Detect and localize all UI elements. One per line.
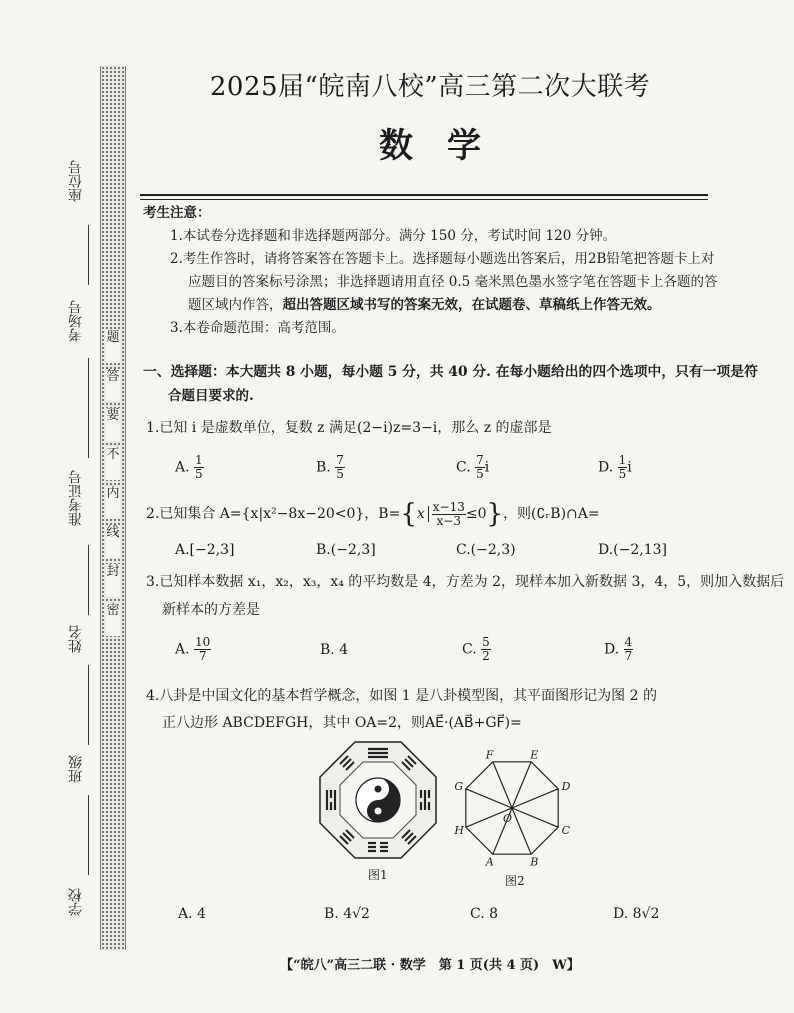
- vertex-label: E: [530, 748, 539, 762]
- notice-item-2b: 应题目的答案标号涂黑；非选择题请用直径 0.5 毫米黑色墨水签字笔在答题卡上各题的答: [188, 274, 718, 290]
- vertex-label: G: [454, 779, 464, 793]
- q1-option-b: [316, 454, 345, 481]
- q1-a-num: 1: [195, 453, 203, 467]
- q3-a-den: 7: [198, 649, 207, 663]
- class-label: 班级: [68, 755, 84, 783]
- q3-option-d: [604, 636, 633, 663]
- q4-stem-1: 4.八卦是中国文化的基本哲学概念，如图 1 是八卦模型图，其平面图形记为图 2 的: [146, 688, 657, 704]
- exam-title: 2025届“皖南八校”高三第二次大联考: [209, 72, 651, 102]
- admission-label: 准考证号: [68, 470, 84, 526]
- q2-stem-b: ，则(∁ᵣB)∩A=: [503, 506, 600, 522]
- name-blank: [88, 665, 89, 745]
- q1-a-den: 5: [195, 467, 203, 481]
- seal-line-text: [106, 330, 120, 642]
- q3-stem-2: 新样本的方差是: [162, 602, 260, 618]
- q1-c-label: C.: [456, 459, 471, 476]
- seat-blank: [88, 225, 89, 285]
- q1-a-label: A.: [175, 459, 190, 476]
- seal-char: 线: [106, 525, 120, 558]
- notice-item-1: 1.本试卷分选择题和非选择题两部分。满分 150 分，考试时间 120 分钟。: [170, 228, 617, 244]
- seal-char: 题: [106, 330, 120, 363]
- q1-option-a: [175, 454, 204, 481]
- notice-item-3: 3.本卷命题范围：高考范围。: [170, 320, 345, 336]
- seal-char: 封: [106, 564, 120, 597]
- bagua-figure: [318, 740, 438, 860]
- q2-option-b: B.(−2,3]: [316, 542, 376, 558]
- subject-title: 数学: [379, 126, 515, 166]
- q2-stem: [146, 499, 600, 529]
- q1-b-label: B.: [316, 459, 331, 476]
- q2-set-fraction: [432, 501, 466, 528]
- vertex-label: B: [530, 855, 539, 868]
- q2-set-x: x: [416, 506, 425, 522]
- q3-d-fraction: [624, 636, 634, 663]
- q1-b-fraction: [335, 454, 345, 481]
- q3-option-a: [175, 636, 211, 663]
- center-label: O: [503, 812, 513, 825]
- q1-d-label: D.: [598, 459, 614, 476]
- figure-2-caption: 图2: [505, 874, 525, 888]
- q3-c-den: 2: [482, 649, 490, 663]
- q2-set-den: x−3: [436, 513, 462, 528]
- header-divider: [140, 194, 708, 200]
- q1-c-den: 5: [476, 467, 484, 481]
- figure-1-caption: 图1: [368, 868, 388, 882]
- q2-set-le: ≤0: [465, 506, 487, 522]
- q3-c-fraction: [481, 636, 491, 663]
- q1-option-c: [456, 454, 489, 481]
- q1-c-num: 7: [476, 453, 484, 467]
- q1-option-d: [598, 454, 632, 481]
- q4-option-d: D. 8√2: [613, 906, 660, 922]
- page-footer: 【“皖八”高三二联 · 数学 第 1 页(共 4 页) W】: [280, 958, 580, 973]
- q3-a-label: A.: [175, 641, 190, 658]
- vertex-label: F: [485, 748, 494, 762]
- q2-option-d: D.(−2,13]: [598, 542, 668, 558]
- q1-d-suffix: i: [627, 459, 632, 476]
- vertex-label: H: [454, 824, 465, 838]
- q1-d-den: 5: [618, 467, 627, 481]
- notice-warning: 超出答题区域书写的答案无效，在试题卷、草稿纸上作答无效。: [282, 297, 661, 313]
- seal-char: 密: [106, 603, 120, 636]
- q3-a-fraction: [194, 636, 211, 663]
- q2-stem-a: 2.已知集合 A={x|x²−8x−20<0}，B=: [146, 506, 401, 522]
- q1-c-fraction: [475, 454, 485, 481]
- seal-char: 不: [106, 447, 120, 480]
- q2-set-num: x−13: [432, 499, 465, 514]
- seat-label: 座位号: [68, 160, 84, 202]
- q3-option-b: B. 4: [320, 642, 349, 658]
- vertex-label: C: [561, 824, 571, 838]
- q2-set-right: }: [486, 499, 504, 529]
- q3-a-num: 10: [195, 635, 211, 649]
- q4-option-b: B. 4√2: [324, 906, 370, 922]
- school-label: 学校: [68, 888, 84, 916]
- q3-c-label: C.: [462, 641, 477, 658]
- class-blank: [88, 795, 89, 875]
- admission-blank: [88, 545, 89, 615]
- notice-heading: 考生注意：: [143, 205, 211, 221]
- vertex-label: A: [485, 855, 494, 868]
- q3-d-den: 7: [624, 649, 633, 663]
- room-label: 考场号: [68, 300, 84, 342]
- q1-d-fraction: [618, 454, 628, 481]
- q3-d-label: D.: [604, 641, 620, 658]
- seal-char: 要: [106, 408, 120, 441]
- notice-item-2a: 2.考生作答时，请将答案答在答题卡上。选择题每小题选出答案后，用2B铅笔把答题卡上对: [170, 251, 715, 267]
- room-blank: [88, 358, 89, 458]
- q1-b-den: 5: [336, 467, 344, 481]
- q1-c-suffix: i: [484, 459, 490, 476]
- q4-option-c: C. 8: [470, 906, 499, 922]
- q3-option-c: [462, 636, 491, 663]
- q2-option-c: C.(−2,3): [456, 542, 516, 558]
- q4-option-a: A. 4: [178, 906, 206, 922]
- notice-item-2c-text: 题区域内作答，: [188, 297, 283, 313]
- q4-stem-2: 正八边形 ABCDEFGH，其中 OA=2，则AE⃗·(AB⃗+GF⃗)=: [162, 715, 522, 731]
- seal-char: 内: [106, 486, 120, 519]
- seal-char: 答: [106, 369, 120, 402]
- q1-stem: 1.已知 i 是虚数单位，复数 z 满足(2−i)z=3−i，那么 z 的虚部是: [146, 420, 552, 436]
- q2-set-bar: [428, 506, 429, 522]
- section-1-heading-2: 合题目要求的.: [168, 388, 254, 404]
- q1-a-fraction: [194, 454, 204, 481]
- q1-d-num: 1: [618, 453, 627, 467]
- q3-stem-1: 3.已知样本数据 x₁，x₂，x₃，x₄ 的平均数是 4，方差为 2，现样本加入新数据 3，4，5，则加入数据后: [146, 574, 785, 590]
- vertex-label: D: [561, 779, 571, 793]
- q2-set-left: {: [400, 499, 417, 529]
- notice-item-2c: [188, 295, 661, 315]
- q2-option-a: A.[−2,3]: [175, 542, 235, 558]
- section-1-heading: 一、选择题：本大题共 8 小题，每小题 5 分，共 40 分. 在每小题给出的四个选项中，只有一项是符: [143, 364, 758, 380]
- octagon-figure: [452, 748, 572, 868]
- q3-c-num: 5: [482, 635, 490, 649]
- q3-d-num: 4: [624, 635, 633, 649]
- name-label: 姓名: [68, 625, 84, 653]
- q1-b-num: 7: [336, 453, 344, 467]
